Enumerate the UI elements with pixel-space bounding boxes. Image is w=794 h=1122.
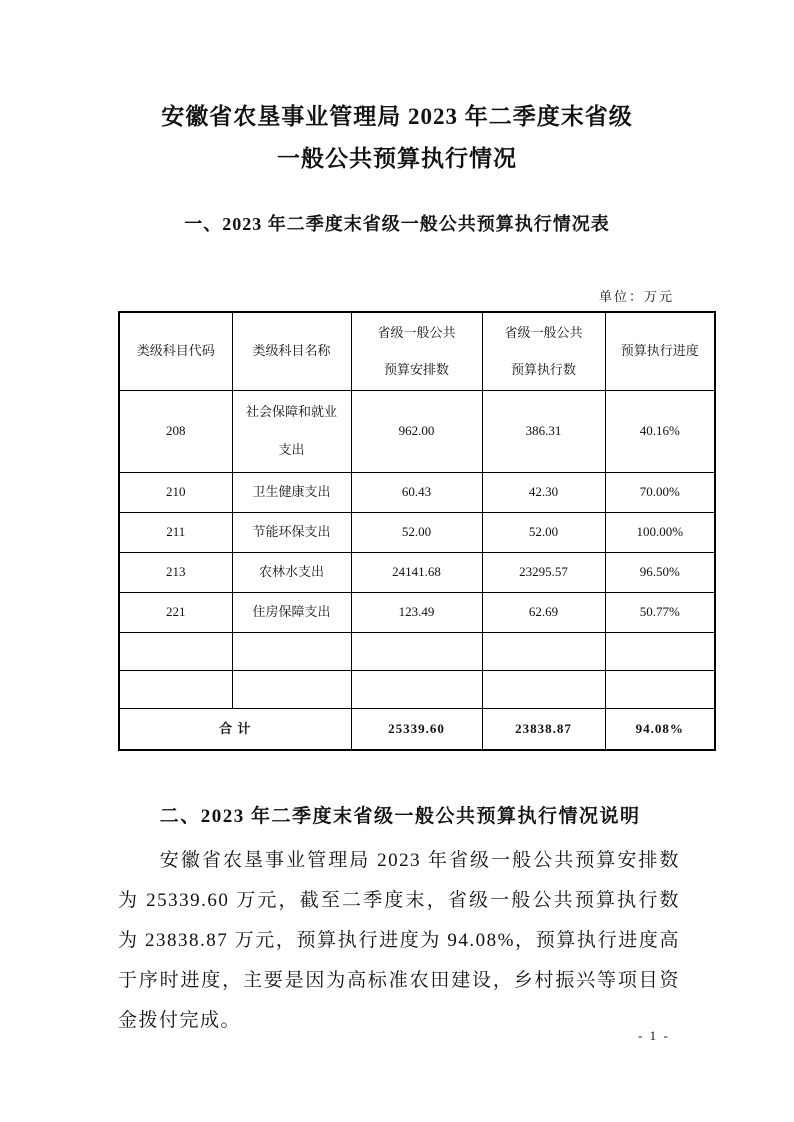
cell-arranged: [351, 670, 482, 708]
budget-execution-table: [118, 311, 716, 751]
total-label: 合 计: [119, 708, 351, 750]
cell-progress: 50.77%: [605, 592, 715, 632]
section2-paragraph: 安徽省农垦事业管理局 2023 年省级一般公共预算安排数为 25339.60 万元，截至二季度末，省级一般公共预算执行数为 23838.87 万元，预算执行进度为 94.08%，预算执行进度高于序时进度，主要是因为高标准农田建设，乡村振兴等项目资金拨付完成。: [118, 850, 680, 1031]
col-header-subject-name: 类级科目名称: [232, 312, 351, 390]
cell-code: 221: [119, 592, 232, 632]
cell-executed: 386.31: [482, 390, 605, 472]
cell-arranged: 52.00: [351, 512, 482, 552]
cell-code: 208: [119, 390, 232, 472]
cell-name: [232, 670, 351, 708]
cell-name: 农林水支出: [232, 552, 351, 592]
col-header-budget-arranged: 省级一般公共 预算安排数: [351, 312, 482, 390]
total-executed: 23838.87: [482, 708, 605, 750]
cell-arranged: 60.43: [351, 472, 482, 512]
document-title: [0, 0, 794, 180]
cell-arranged: 962.00: [351, 390, 482, 472]
cell-progress: 40.16%: [605, 390, 715, 472]
page-number: - 1 -: [638, 1028, 670, 1043]
document-title-line2: 一般公共预算执行情况: [277, 146, 517, 171]
cell-name: 卫生健康支出: [232, 472, 351, 512]
cell-executed: [482, 632, 605, 670]
table-row: [119, 472, 715, 512]
table-row: [119, 390, 715, 472]
cell-arranged: 24141.68: [351, 552, 482, 592]
cell-progress: 70.00%: [605, 472, 715, 512]
cell-executed: 42.30: [482, 472, 605, 512]
table-row: [119, 512, 715, 552]
section2-heading: 二、2023 年二季度末省级一般公共预算执行情况说明: [159, 806, 641, 827]
cell-executed: 23295.57: [482, 552, 605, 592]
cell-code: 211: [119, 512, 232, 552]
col-header-execution-progress: 预算执行进度: [605, 312, 715, 390]
cell-name: 节能环保支出: [232, 512, 351, 552]
document-title-line1: 安徽省农垦事业管理局 2023 年二季度末省级: [161, 104, 633, 129]
cell-progress: [605, 632, 715, 670]
table-row: [119, 552, 715, 592]
total-progress: 94.08%: [605, 708, 715, 750]
cell-name: 社会保障和就业支出: [232, 390, 351, 472]
cell-executed: [482, 670, 605, 708]
cell-arranged: [351, 632, 482, 670]
cell-arranged: 123.49: [351, 592, 482, 632]
cell-code: 213: [119, 552, 232, 592]
cell-progress: 100.00%: [605, 512, 715, 552]
cell-name: 住房保障支出: [232, 592, 351, 632]
cell-code: [119, 670, 232, 708]
section1-heading: 一、2023 年二季度末省级一般公共预算执行情况表: [184, 214, 610, 234]
cell-executed: 62.69: [482, 592, 605, 632]
cell-name: [232, 632, 351, 670]
cell-progress: 96.50%: [605, 552, 715, 592]
table-row-empty: [119, 670, 715, 708]
cell-code: 210: [119, 472, 232, 512]
table-total-row: [119, 708, 715, 750]
table-row: [119, 592, 715, 632]
table-row-empty: [119, 632, 715, 670]
unit-label: 单位：万元: [598, 289, 674, 304]
cell-executed: 52.00: [482, 512, 605, 552]
col-header-budget-executed: 省级一般公共 预算执行数: [482, 312, 605, 390]
table-header-row: [119, 312, 715, 390]
total-arranged: 25339.60: [351, 708, 482, 750]
cell-progress: [605, 670, 715, 708]
cell-code: [119, 632, 232, 670]
col-header-subject-code: 类级科目代码: [119, 312, 232, 390]
